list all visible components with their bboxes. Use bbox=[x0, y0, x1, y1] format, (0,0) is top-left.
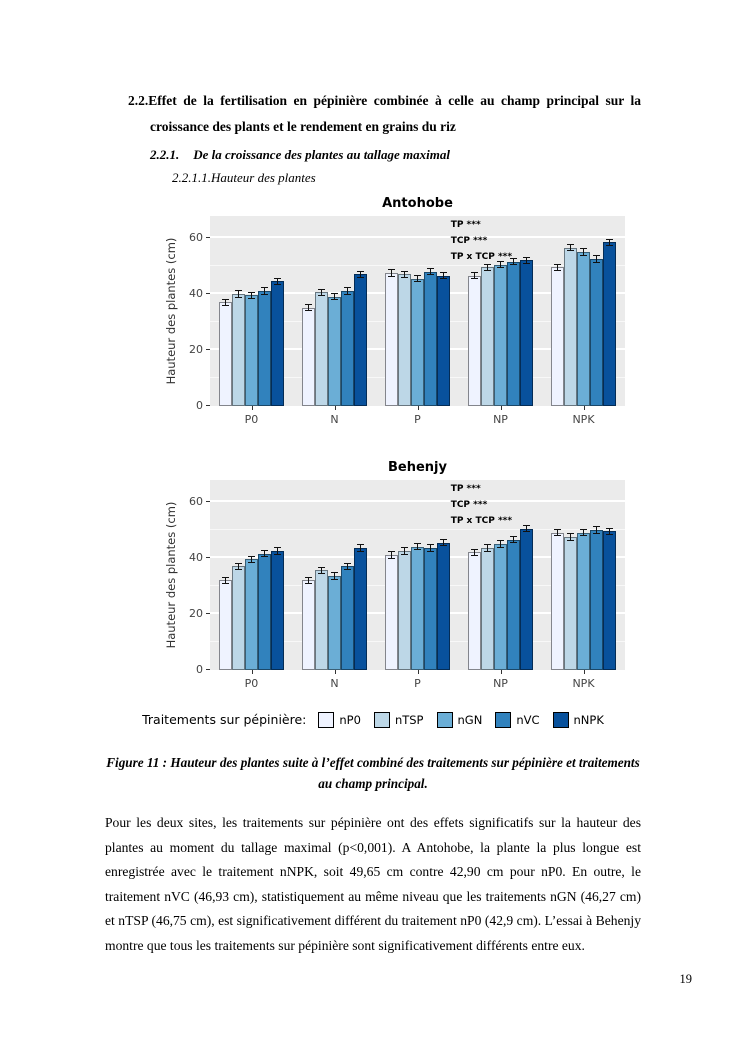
bar-nGN-NP bbox=[494, 544, 507, 670]
error-bar bbox=[484, 544, 491, 551]
error-bar bbox=[248, 292, 255, 299]
bar-nP0-P bbox=[385, 273, 398, 406]
bar-nGN-N bbox=[328, 576, 341, 670]
legend-item bbox=[318, 712, 361, 728]
bar-nGN-P bbox=[411, 547, 424, 670]
gridline-minor bbox=[210, 529, 625, 530]
x-tick-label: N bbox=[330, 412, 339, 426]
bar-nVC-NPK bbox=[590, 530, 603, 670]
bar-nGN-NPK bbox=[577, 533, 590, 670]
subsection-number: 2.2.1. bbox=[150, 146, 180, 162]
x-tick-label: NPK bbox=[572, 676, 595, 690]
legend-item bbox=[553, 712, 604, 728]
legend-item-label: nP0 bbox=[339, 712, 361, 727]
bar-nP0-NPK bbox=[551, 533, 564, 670]
annotation-line: TP *** bbox=[450, 219, 481, 230]
legend-items bbox=[318, 712, 603, 728]
gridline-major bbox=[210, 236, 625, 238]
bar-nTSP-NP bbox=[481, 267, 494, 405]
bar-nP0-P bbox=[385, 555, 398, 670]
bar-nGN-P0 bbox=[245, 295, 258, 405]
plot-area bbox=[210, 480, 625, 670]
chart-behenjy bbox=[155, 460, 625, 694]
bar-nNPK-NPK bbox=[603, 242, 616, 406]
error-bar bbox=[344, 563, 351, 570]
y-tick-label: 40 bbox=[189, 286, 203, 300]
x-tick-mark bbox=[252, 406, 253, 410]
bar-nTSP-NPK bbox=[564, 248, 577, 406]
bar-nTSP-NP bbox=[481, 548, 494, 670]
chart-antohobe bbox=[155, 196, 625, 430]
error-bar bbox=[331, 293, 338, 300]
page-number: 19 bbox=[679, 972, 692, 986]
y-tick-label: 0 bbox=[196, 398, 203, 412]
significance-annotations bbox=[451, 481, 512, 530]
chart-legend bbox=[105, 712, 641, 728]
bar-nVC-NP bbox=[507, 540, 520, 670]
bar-nVC-N bbox=[341, 291, 354, 406]
error-bar bbox=[357, 271, 364, 278]
legend-item-label: nGN bbox=[457, 712, 483, 727]
x-tick-label: P0 bbox=[244, 676, 259, 690]
error-bar bbox=[305, 577, 312, 584]
error-bar bbox=[344, 287, 351, 294]
y-tick-label: 20 bbox=[189, 606, 203, 620]
x-tick-mark bbox=[418, 670, 419, 674]
bar-nTSP-P bbox=[398, 551, 411, 670]
x-tick-mark bbox=[335, 406, 336, 410]
error-bar bbox=[331, 572, 338, 579]
error-bar bbox=[414, 275, 421, 282]
y-tick-label: 20 bbox=[189, 342, 203, 356]
error-bar bbox=[222, 577, 229, 584]
annotation-line: TCP *** bbox=[450, 499, 488, 510]
x-tick-label: P bbox=[414, 676, 421, 690]
x-tick-label: P0 bbox=[244, 412, 259, 426]
y-tick-label: 60 bbox=[189, 230, 203, 244]
bar-nVC-P0 bbox=[258, 291, 271, 406]
chart-body bbox=[155, 480, 625, 694]
annotation-line: TP x TCP *** bbox=[450, 252, 513, 262]
x-tick-mark bbox=[418, 406, 419, 410]
error-bar bbox=[593, 526, 600, 533]
body-paragraph: Pour les deux sites, les traitements sur pépinière ont des effets significatifs sur la hauteur des plantes au moment du tallage maximal (p<0,001). A Antohobe, la plante la plus longue est enregistrée avec le traitement nNPK, soit 49,65 cm contre 42,90 cm pour nP0. En outre, le traitement nVC (46,93 cm), statistiquement au même niveau que les traitements nGN (46,27 cm) et nTSP (46,75 cm), est significativement différent du traitement nP0 (42,9 cm). L’essai à Behenjy montre que tous les traitements sur pépinière sont significativement différents entre eux. bbox=[105, 815, 641, 953]
gridline-major bbox=[210, 500, 625, 502]
bar-nP0-NP bbox=[468, 276, 481, 406]
error-bar bbox=[357, 544, 364, 551]
error-bar bbox=[523, 525, 530, 532]
error-bar bbox=[497, 540, 504, 547]
plot-area bbox=[210, 216, 625, 406]
error-bar bbox=[510, 536, 517, 543]
x-tick-mark bbox=[335, 670, 336, 674]
error-bar bbox=[401, 547, 408, 554]
error-bar bbox=[235, 290, 242, 297]
bar-nVC-N bbox=[341, 566, 354, 669]
bar-nNPK-NPK bbox=[603, 531, 616, 669]
bar-nTSP-N bbox=[315, 292, 328, 405]
error-bar bbox=[471, 272, 478, 279]
bar-nTSP-P0 bbox=[232, 294, 245, 406]
annotation-line: TP *** bbox=[450, 483, 481, 494]
bar-nGN-NP bbox=[494, 265, 507, 406]
legend-item bbox=[495, 712, 539, 728]
y-tick-label: 0 bbox=[196, 662, 203, 676]
gridline-minor bbox=[210, 265, 625, 266]
x-tick-label: P bbox=[414, 412, 421, 426]
error-bar bbox=[248, 556, 255, 563]
x-tick-label: N bbox=[330, 676, 339, 690]
error-bar bbox=[261, 287, 268, 294]
x-tick-mark bbox=[501, 406, 502, 410]
error-bar bbox=[554, 529, 561, 536]
error-bar bbox=[274, 547, 281, 554]
y-tick-label: 60 bbox=[189, 494, 203, 508]
bar-nP0-N bbox=[302, 308, 315, 406]
error-bar bbox=[388, 551, 395, 558]
error-bar bbox=[606, 239, 613, 246]
bar-nGN-N bbox=[328, 297, 341, 406]
error-bar bbox=[261, 550, 268, 557]
x-tick-mark bbox=[501, 670, 502, 674]
y-axis-label: Hauteur des plantes (cm) bbox=[164, 237, 178, 385]
subsection-title: De la croissance des plantes au tallage maximal bbox=[193, 146, 450, 162]
error-bar bbox=[593, 255, 600, 262]
figure-11 bbox=[105, 196, 641, 728]
subsubsection-heading: 2.2.1.1.Hauteur des plantes bbox=[172, 169, 316, 185]
bar-nVC-P0 bbox=[258, 554, 271, 670]
legend-item-label: nTSP bbox=[394, 712, 424, 727]
bar-nNPK-N bbox=[354, 274, 367, 405]
error-bar bbox=[606, 528, 613, 535]
bar-nNPK-P0 bbox=[271, 281, 284, 405]
bar-nNPK-P bbox=[437, 543, 450, 670]
x-tick-label: NP bbox=[493, 676, 508, 690]
legend-swatch bbox=[374, 712, 390, 728]
x-tick-mark bbox=[252, 670, 253, 674]
error-bar bbox=[318, 289, 325, 296]
error-bar bbox=[523, 257, 530, 264]
error-bar bbox=[440, 272, 447, 279]
legend-item-label: nVC bbox=[516, 712, 540, 727]
legend-swatch bbox=[437, 712, 453, 728]
bar-nVC-P bbox=[424, 548, 437, 670]
bar-nVC-P bbox=[424, 272, 437, 406]
bar-nP0-P0 bbox=[219, 302, 232, 405]
error-bar bbox=[580, 248, 587, 255]
error-bar bbox=[427, 544, 434, 551]
x-tick-mark bbox=[584, 406, 585, 410]
figure-caption: Figure 11 : Hauteur des plantes suite à l’effet combiné des traitements sur pépinière et traitements au champ principal. bbox=[106, 754, 640, 792]
error-bar bbox=[222, 299, 229, 306]
bar-nGN-P0 bbox=[245, 559, 258, 669]
error-bar bbox=[554, 264, 561, 271]
legend-item bbox=[374, 712, 424, 728]
bar-nNPK-P0 bbox=[271, 551, 284, 670]
bar-nP0-NP bbox=[468, 552, 481, 669]
error-bar bbox=[318, 567, 325, 574]
subsection-heading bbox=[150, 147, 641, 163]
bar-nNPK-NP bbox=[520, 260, 533, 405]
bar-nNPK-N bbox=[354, 548, 367, 670]
error-bar bbox=[401, 271, 408, 278]
y-tick-label: 40 bbox=[189, 550, 203, 564]
bar-nTSP-N bbox=[315, 570, 328, 669]
bar-nP0-NPK bbox=[551, 267, 564, 405]
annotation-line: TCP *** bbox=[450, 235, 488, 246]
legend-swatch bbox=[318, 712, 334, 728]
bar-nNPK-NP bbox=[520, 529, 533, 670]
bar-nP0-N bbox=[302, 580, 315, 669]
legend-item bbox=[437, 712, 483, 728]
chart-title: Antohobe bbox=[382, 195, 453, 211]
error-bar bbox=[567, 533, 574, 540]
bar-nTSP-NPK bbox=[564, 537, 577, 670]
error-bar bbox=[580, 529, 587, 536]
error-bar bbox=[305, 304, 312, 311]
bar-nVC-NPK bbox=[590, 259, 603, 406]
x-tick-label: NPK bbox=[572, 412, 595, 426]
bar-nVC-NP bbox=[507, 262, 520, 406]
bar-nGN-NPK bbox=[577, 252, 590, 406]
error-bar bbox=[235, 563, 242, 570]
error-bar bbox=[274, 278, 281, 285]
legend-item-label: nNPK bbox=[573, 712, 604, 727]
section-heading: 2.2.Effet de la fertilisation en pépinière combinée à celle au champ principal sur la croissance des plants et le rendement en grains du riz bbox=[128, 93, 641, 135]
significance-annotations bbox=[451, 217, 512, 266]
bar-nTSP-P bbox=[398, 274, 411, 405]
x-tick-label: NP bbox=[493, 412, 508, 426]
error-bar bbox=[567, 244, 574, 251]
bar-nTSP-P0 bbox=[232, 566, 245, 669]
bar-nP0-P0 bbox=[219, 580, 232, 669]
bar-nNPK-P bbox=[437, 276, 450, 406]
error-bar bbox=[427, 268, 434, 275]
error-bar bbox=[388, 269, 395, 276]
error-bar bbox=[414, 543, 421, 550]
x-tick-mark bbox=[584, 670, 585, 674]
legend-swatch bbox=[495, 712, 511, 728]
chart-body bbox=[155, 216, 625, 430]
y-axis-label: Hauteur des plantes (cm) bbox=[164, 501, 178, 649]
error-bar bbox=[471, 549, 478, 556]
bar-nGN-P bbox=[411, 279, 424, 406]
error-bar bbox=[440, 539, 447, 546]
chart-title: Behenjy bbox=[388, 459, 447, 475]
legend-swatch bbox=[553, 712, 569, 728]
legend-title: Traitements sur pépinière: bbox=[142, 712, 307, 728]
annotation-line: TP x TCP *** bbox=[450, 516, 513, 526]
